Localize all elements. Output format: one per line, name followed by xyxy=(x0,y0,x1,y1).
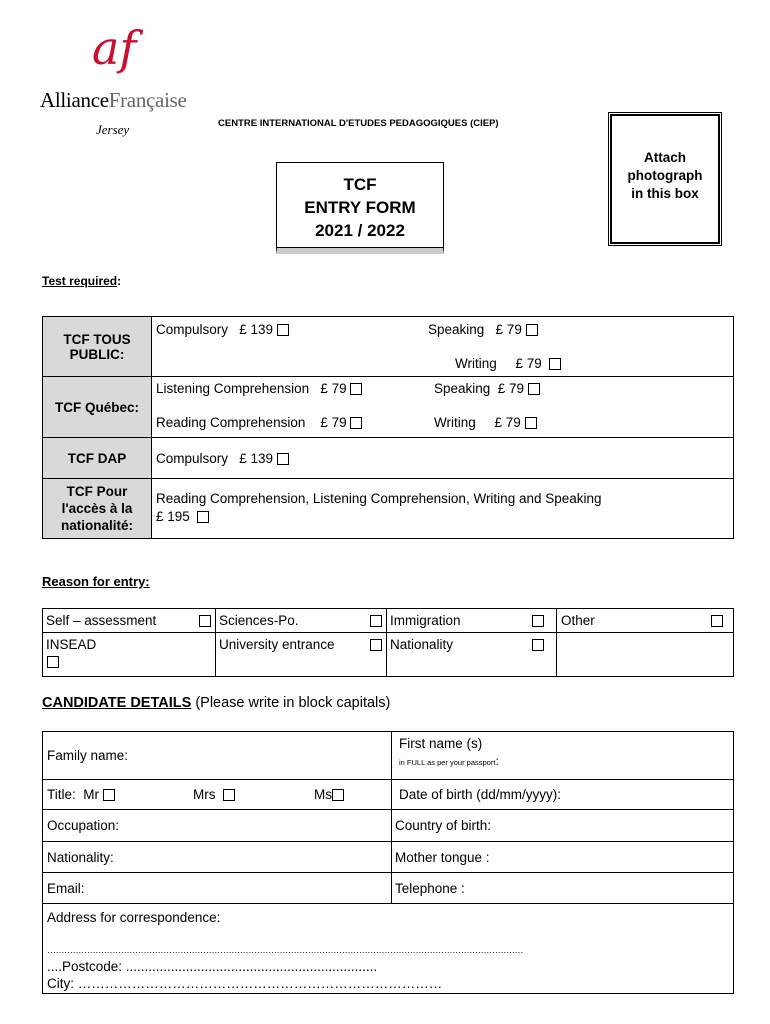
test-required-colon: : xyxy=(117,274,122,288)
first-name-field[interactable]: First name (s) in FULL as per your passport: xyxy=(392,732,734,780)
reason-immigration: Immigration xyxy=(390,613,461,628)
centre-name: CENTRE INTERNATIONAL D'ETUDES PEDAGOGIQUES (CIEP) xyxy=(218,118,499,129)
occupation-field[interactable]: Occupation: xyxy=(43,810,392,842)
option-quebec-writing: Writing £ 79 xyxy=(434,415,521,430)
option-dap-compulsory: Compulsory £ 139 xyxy=(156,451,274,466)
test-required-table xyxy=(42,316,734,539)
checkbox-other[interactable] xyxy=(711,615,723,627)
checkbox-insead[interactable] xyxy=(47,656,59,668)
option-tous-writing: Writing £ 79 xyxy=(455,356,542,371)
photo-box-line-3: in this box xyxy=(631,186,699,201)
reason-other: Other xyxy=(561,613,595,628)
option-nationalite-skills: Reading Comprehension, Listening Comprehension, Writing and Speaking xyxy=(156,491,602,506)
checkbox-title-ms[interactable] xyxy=(332,789,344,801)
reason-table xyxy=(42,608,734,677)
checkbox-quebec-writing[interactable] xyxy=(525,417,537,429)
photo-box-line-1: Attach xyxy=(643,150,686,165)
checkbox-university-entrance[interactable] xyxy=(370,639,382,651)
nationality-field[interactable]: Nationality: xyxy=(43,842,392,873)
email-field[interactable]: Email: xyxy=(43,873,392,904)
country-of-birth-field[interactable]: Country of birth: xyxy=(392,810,734,842)
reason-self-assessment: Self – assessment xyxy=(46,613,157,628)
option-quebec-listening: Listening Comprehension £ 79 xyxy=(156,381,347,396)
checkbox-nationalite[interactable] xyxy=(197,511,209,523)
mother-tongue-field[interactable]: Mother tongue : xyxy=(392,842,734,873)
test-row-quebec xyxy=(43,377,734,438)
candidate-heading: CANDIDATE DETAILS xyxy=(42,695,192,711)
option-tous-compulsory: Compulsory £ 139 xyxy=(156,322,274,337)
logo-name-francaise: Française xyxy=(108,88,187,112)
test-label-quebec: TCF Québec: xyxy=(43,377,152,438)
title-field xyxy=(43,780,392,810)
reason-sciences-po: Sciences-Po. xyxy=(219,613,299,628)
logo-mark: af xyxy=(92,21,137,75)
reason-nationality: Nationality xyxy=(390,637,454,652)
test-row-tous-public xyxy=(43,317,734,377)
first-name-label: First name (s) xyxy=(399,736,483,751)
option-quebec-reading: Reading Comprehension £ 79 xyxy=(156,415,347,430)
test-label-nationalite: TCF Pour l'accès à la nationalité: xyxy=(43,479,152,539)
reason-heading: Reason for entry: xyxy=(42,574,150,589)
checkbox-quebec-listening[interactable] xyxy=(350,383,362,395)
test-required-heading: Test required xyxy=(42,274,118,288)
address-dots-line: …………………………………………………………………………………………………………………………………………………… xyxy=(47,945,523,955)
checkbox-quebec-speaking[interactable] xyxy=(528,383,540,395)
test-label-tous-public: TCF TOUS PUBLIC: xyxy=(43,317,152,377)
reason-insead: INSEAD xyxy=(46,637,97,652)
option-nationalite-price: £ 195 xyxy=(156,509,190,524)
candidate-table xyxy=(42,731,734,994)
reason-university-entrance: University entrance xyxy=(219,637,335,652)
city-label: City: ……………………………………………………………………… xyxy=(47,976,443,991)
logo-name-alliance: Alliance xyxy=(40,88,109,112)
form-title-line-2: ENTRY FORM xyxy=(304,198,416,217)
date-of-birth-field[interactable]: Date of birth (dd/mm/yyyy): xyxy=(392,780,734,810)
logo-city: Jersey xyxy=(96,122,130,137)
checkbox-self-assessment[interactable] xyxy=(199,615,211,627)
address-field[interactable] xyxy=(43,904,734,994)
checkbox-title-mr[interactable] xyxy=(103,789,115,801)
telephone-field[interactable]: Telephone : xyxy=(392,873,734,904)
test-row-nationalite xyxy=(43,479,734,539)
logo xyxy=(38,22,213,142)
form-title-box xyxy=(276,162,444,254)
test-label-dap: TCF DAP xyxy=(43,438,152,479)
photo-box[interactable] xyxy=(608,112,722,246)
checkbox-nationality[interactable] xyxy=(532,639,544,651)
form-title-line-3: 2021 / 2022 xyxy=(315,221,405,240)
checkbox-tous-compulsory[interactable] xyxy=(277,324,289,336)
title-ms-label: Ms xyxy=(314,787,332,802)
checkbox-tous-writing[interactable] xyxy=(549,358,561,370)
postcode-label: ....Postcode: ................................................................... xyxy=(47,959,378,974)
candidate-heading-note: (Please write in block capitals) xyxy=(195,695,391,711)
photo-box-line-2: photograph xyxy=(627,168,703,183)
title-mrs-label: Mrs xyxy=(193,787,216,802)
family-name-field[interactable]: Family name: xyxy=(43,732,392,780)
checkbox-quebec-reading[interactable] xyxy=(350,417,362,429)
checkbox-sciences-po[interactable] xyxy=(370,615,382,627)
form-title-line-1: TCF xyxy=(343,175,377,194)
option-tous-speaking: Speaking £ 79 xyxy=(428,322,522,337)
address-label: Address for correspondence: xyxy=(47,910,221,925)
test-row-dap xyxy=(43,438,734,479)
checkbox-immigration[interactable] xyxy=(532,615,544,627)
option-quebec-speaking: Speaking £ 79 xyxy=(434,381,525,396)
title-mr-label: Title: Mr xyxy=(47,787,99,802)
first-name-note: in FULL as per your passport xyxy=(399,758,496,767)
checkbox-tous-speaking[interactable] xyxy=(526,324,538,336)
checkbox-dap-compulsory[interactable] xyxy=(277,453,289,465)
checkbox-title-mrs[interactable] xyxy=(223,789,235,801)
